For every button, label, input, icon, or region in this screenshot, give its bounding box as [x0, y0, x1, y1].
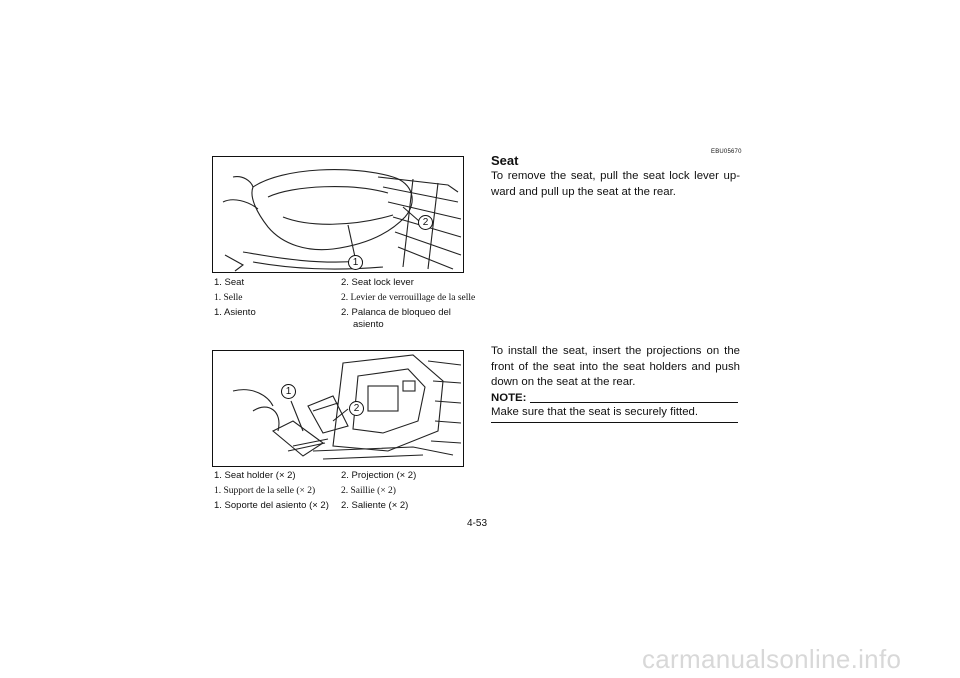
- page-number: 4-53: [467, 518, 488, 529]
- note-rule-bottom: [491, 422, 738, 423]
- caption-fr-2: 2. Saillie (× 2): [341, 486, 396, 496]
- note-label: NOTE:: [491, 392, 527, 404]
- caption-en-1: 1. Seat holder (× 2): [214, 470, 296, 481]
- caption-es-2-cont: asiento: [353, 319, 384, 330]
- caption-es-1: 1. Asiento: [214, 307, 256, 318]
- caption-en-2: 2. Projection (× 2): [341, 470, 417, 481]
- caption-fr-1: 1. Selle: [214, 293, 243, 303]
- section-code: EBU05670: [711, 149, 742, 155]
- caption-es-2: 2. Palanca de bloqueo del: [341, 307, 451, 318]
- caption-fr-2: 2. Levier de verrouillage de la selle: [341, 293, 476, 303]
- note-rule-top: [530, 402, 738, 403]
- install-instructions: To install the seat, insert the projections on the front of the seat into the seat holders and push down on the seat at the rear.: [491, 345, 740, 388]
- caption-es-2: 2. Saliente (× 2): [341, 500, 409, 511]
- callout-1: 1: [281, 384, 296, 399]
- callout-1: 1: [348, 255, 363, 270]
- callout-2: 2: [418, 215, 433, 230]
- seat-holder-illustration: [212, 350, 464, 467]
- watermark: carmanualsonline.info: [642, 644, 902, 674]
- caption-es-1: 1. Soporte del asiento (× 2): [214, 500, 329, 511]
- caption-en-2: 2. Seat lock lever: [341, 277, 414, 288]
- callout-2: 2: [349, 401, 364, 416]
- note-text: Make sure that the seat is securely fitted.: [491, 406, 699, 418]
- section-title: Seat: [491, 153, 519, 168]
- seat-holder-drawing: [213, 351, 463, 466]
- caption-fr-1: 1. Support de la selle (× 2): [214, 486, 316, 496]
- remove-instructions: To remove the seat, pull the seat lock lever up-ward and pull up the seat at the rear.: [491, 170, 740, 198]
- caption-en-1: 1. Seat: [214, 277, 245, 288]
